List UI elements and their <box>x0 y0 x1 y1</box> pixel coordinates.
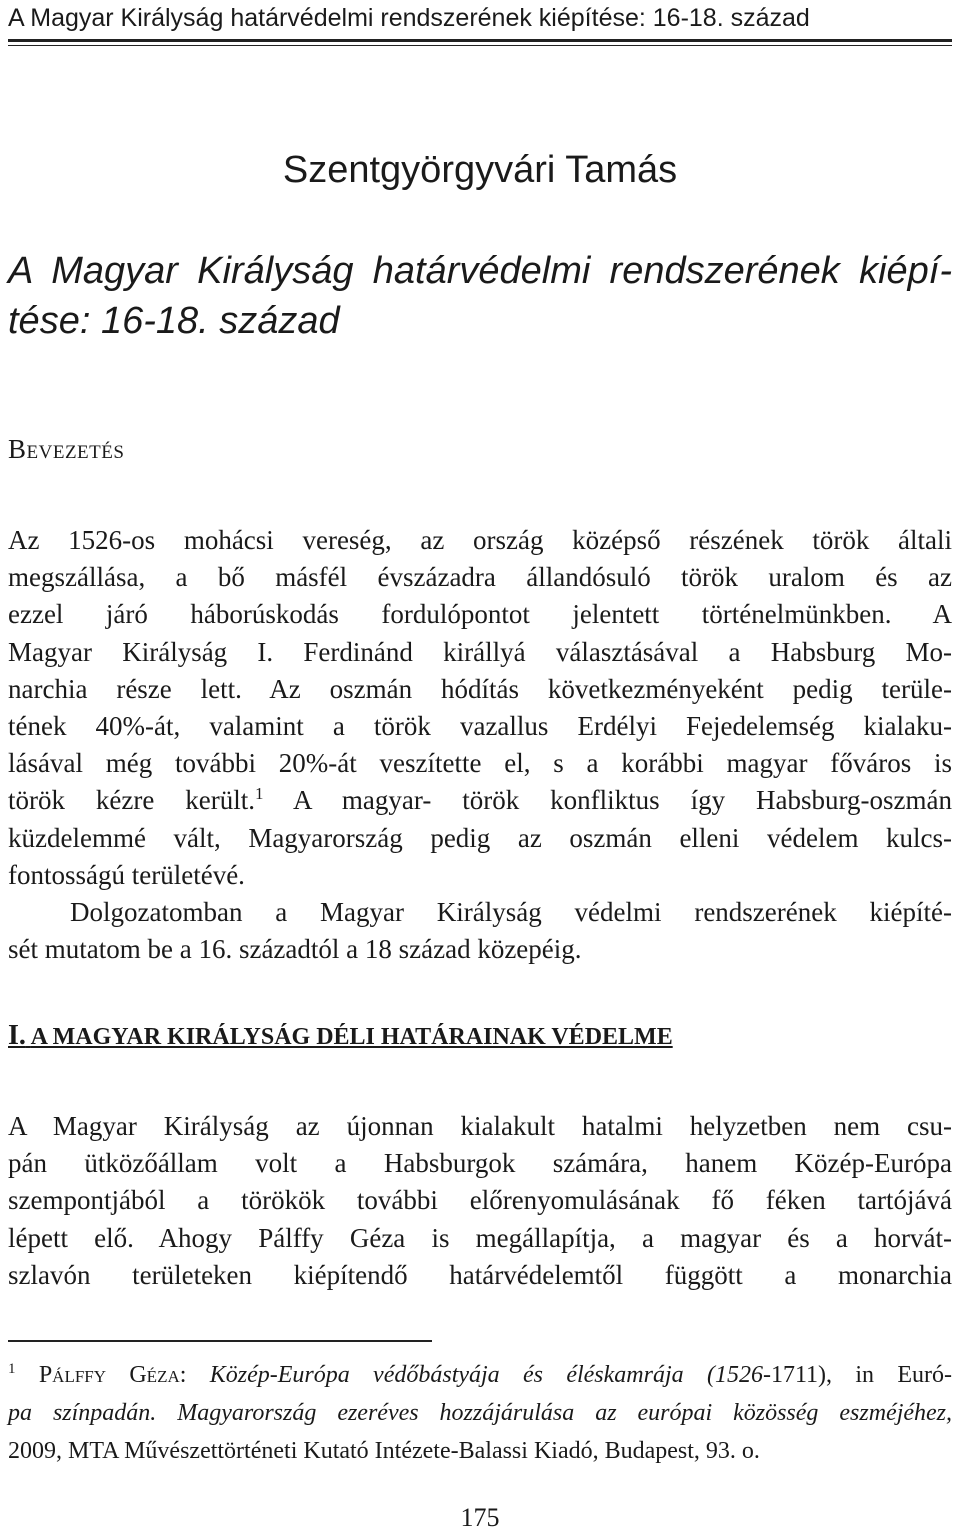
text-line: pán ütközőállam volt a Habsburgok számára, hanem Közép-Európa <box>8 1148 952 1179</box>
text-line: ezzel járó háborúskodás fordulópontot jelentett történelmünkben. A <box>8 599 952 630</box>
text-line: lépett elő. Ahogy Pálffy Géza is megállapítja, a magyar és a horvát- <box>8 1222 952 1253</box>
footnote-author: Pálffy Géza: <box>38 1362 187 1388</box>
header-rule <box>8 39 952 42</box>
text-line: Az 1526-os mohácsi vereség, az ország középső részének török általi <box>8 525 952 555</box>
text-line: sét mutatom be a 16. századtól a 18 század közepéig. <box>8 934 582 965</box>
running-header: A Magyar Királyság határvédelmi rendszerének kiépítése: 16-18. század <box>8 4 810 32</box>
text-line: lásával még további 20%-át veszítette el, s a korábbi magyar főváros is <box>8 748 952 779</box>
footnote-line <box>8 1394 952 1432</box>
footnote <box>8 1356 952 1470</box>
text-line: szlavón területeken kiépítendő határvédelemtől függött a monarchia <box>8 1259 952 1290</box>
text-fragment: A magyar- török konfliktus így Habsburg-oszmán <box>263 785 952 816</box>
section-1-paragraph <box>8 1108 952 1294</box>
text-line: Magyar Királyság I. Ferdinánd királlyá választásával a Habsburg Mo- <box>8 636 952 667</box>
footnote-separator <box>8 1340 432 1342</box>
footnote-line: 2009, MTA Művészettörténeti Kutató Intézete-Balassi Kiadó, Budapest, 93. o. <box>8 1438 760 1464</box>
footnote-ref[interactable]: 1 <box>255 784 264 804</box>
section-heading-text: A MAGYAR KIRÁLYSÁG DÉLI HATÁRAINAK VÉDELME <box>30 1024 673 1050</box>
title-line: A Magyar Királyság határvédelmi rendszerének kiépí- <box>8 250 952 292</box>
author-name: Szentgyörgyvári Tamás <box>282 149 678 191</box>
section-1-heading <box>8 1019 673 1054</box>
text-line: narchia része lett. Az oszmán hódítás következményeként pedig terüle- <box>8 673 952 704</box>
footnote-line <box>8 1356 952 1394</box>
text-line: megszállása, a bő másfél évszázadra állandósuló török uralom és az <box>8 562 952 593</box>
footnote-title-rest: -1711), in Euró- <box>762 1362 953 1388</box>
intro-heading: Bevezetés <box>8 434 125 464</box>
footnote-title-cont: pa színpadán. Magyarország ezeréves hozzájárulása az európai közösség eszméjéhez, <box>8 1400 952 1426</box>
article-title <box>8 246 952 346</box>
text-line: küzdelemmé vált, Magyarország pedig az oszmán elleni védelem kulcs- <box>8 822 952 853</box>
intro-paragraph <box>8 522 952 968</box>
header-rule-thin <box>8 45 952 46</box>
text-fragment: török kézre került. <box>8 785 256 816</box>
footnote-number: 1 <box>8 1361 16 1377</box>
section-number: I. <box>8 1020 26 1051</box>
text-line: A Magyar Királyság az újonnan kialakult hatalmi helyzetben nem csu- <box>8 1111 952 1141</box>
text-line: szempontjából a törökök további előrenyomulásának fő féken tartójává <box>8 1185 952 1216</box>
text-line: fontosságú területévé. <box>8 859 245 890</box>
text-line: Dolgozatomban a Magyar Királyság védelmi rendszerének kiépíté- <box>70 896 952 927</box>
title-line: tése: 16-18. század <box>8 300 340 342</box>
footnote-title: Közép-Európa védőbástyája és éléskamrája (1526 <box>209 1362 763 1388</box>
page-number: 175 <box>460 1503 500 1532</box>
text-line: tének 40%-át, valamint a török vazallus Erdélyi Fejedelemség kialaku- <box>8 710 952 741</box>
text-line-with-footnote <box>8 782 952 819</box>
